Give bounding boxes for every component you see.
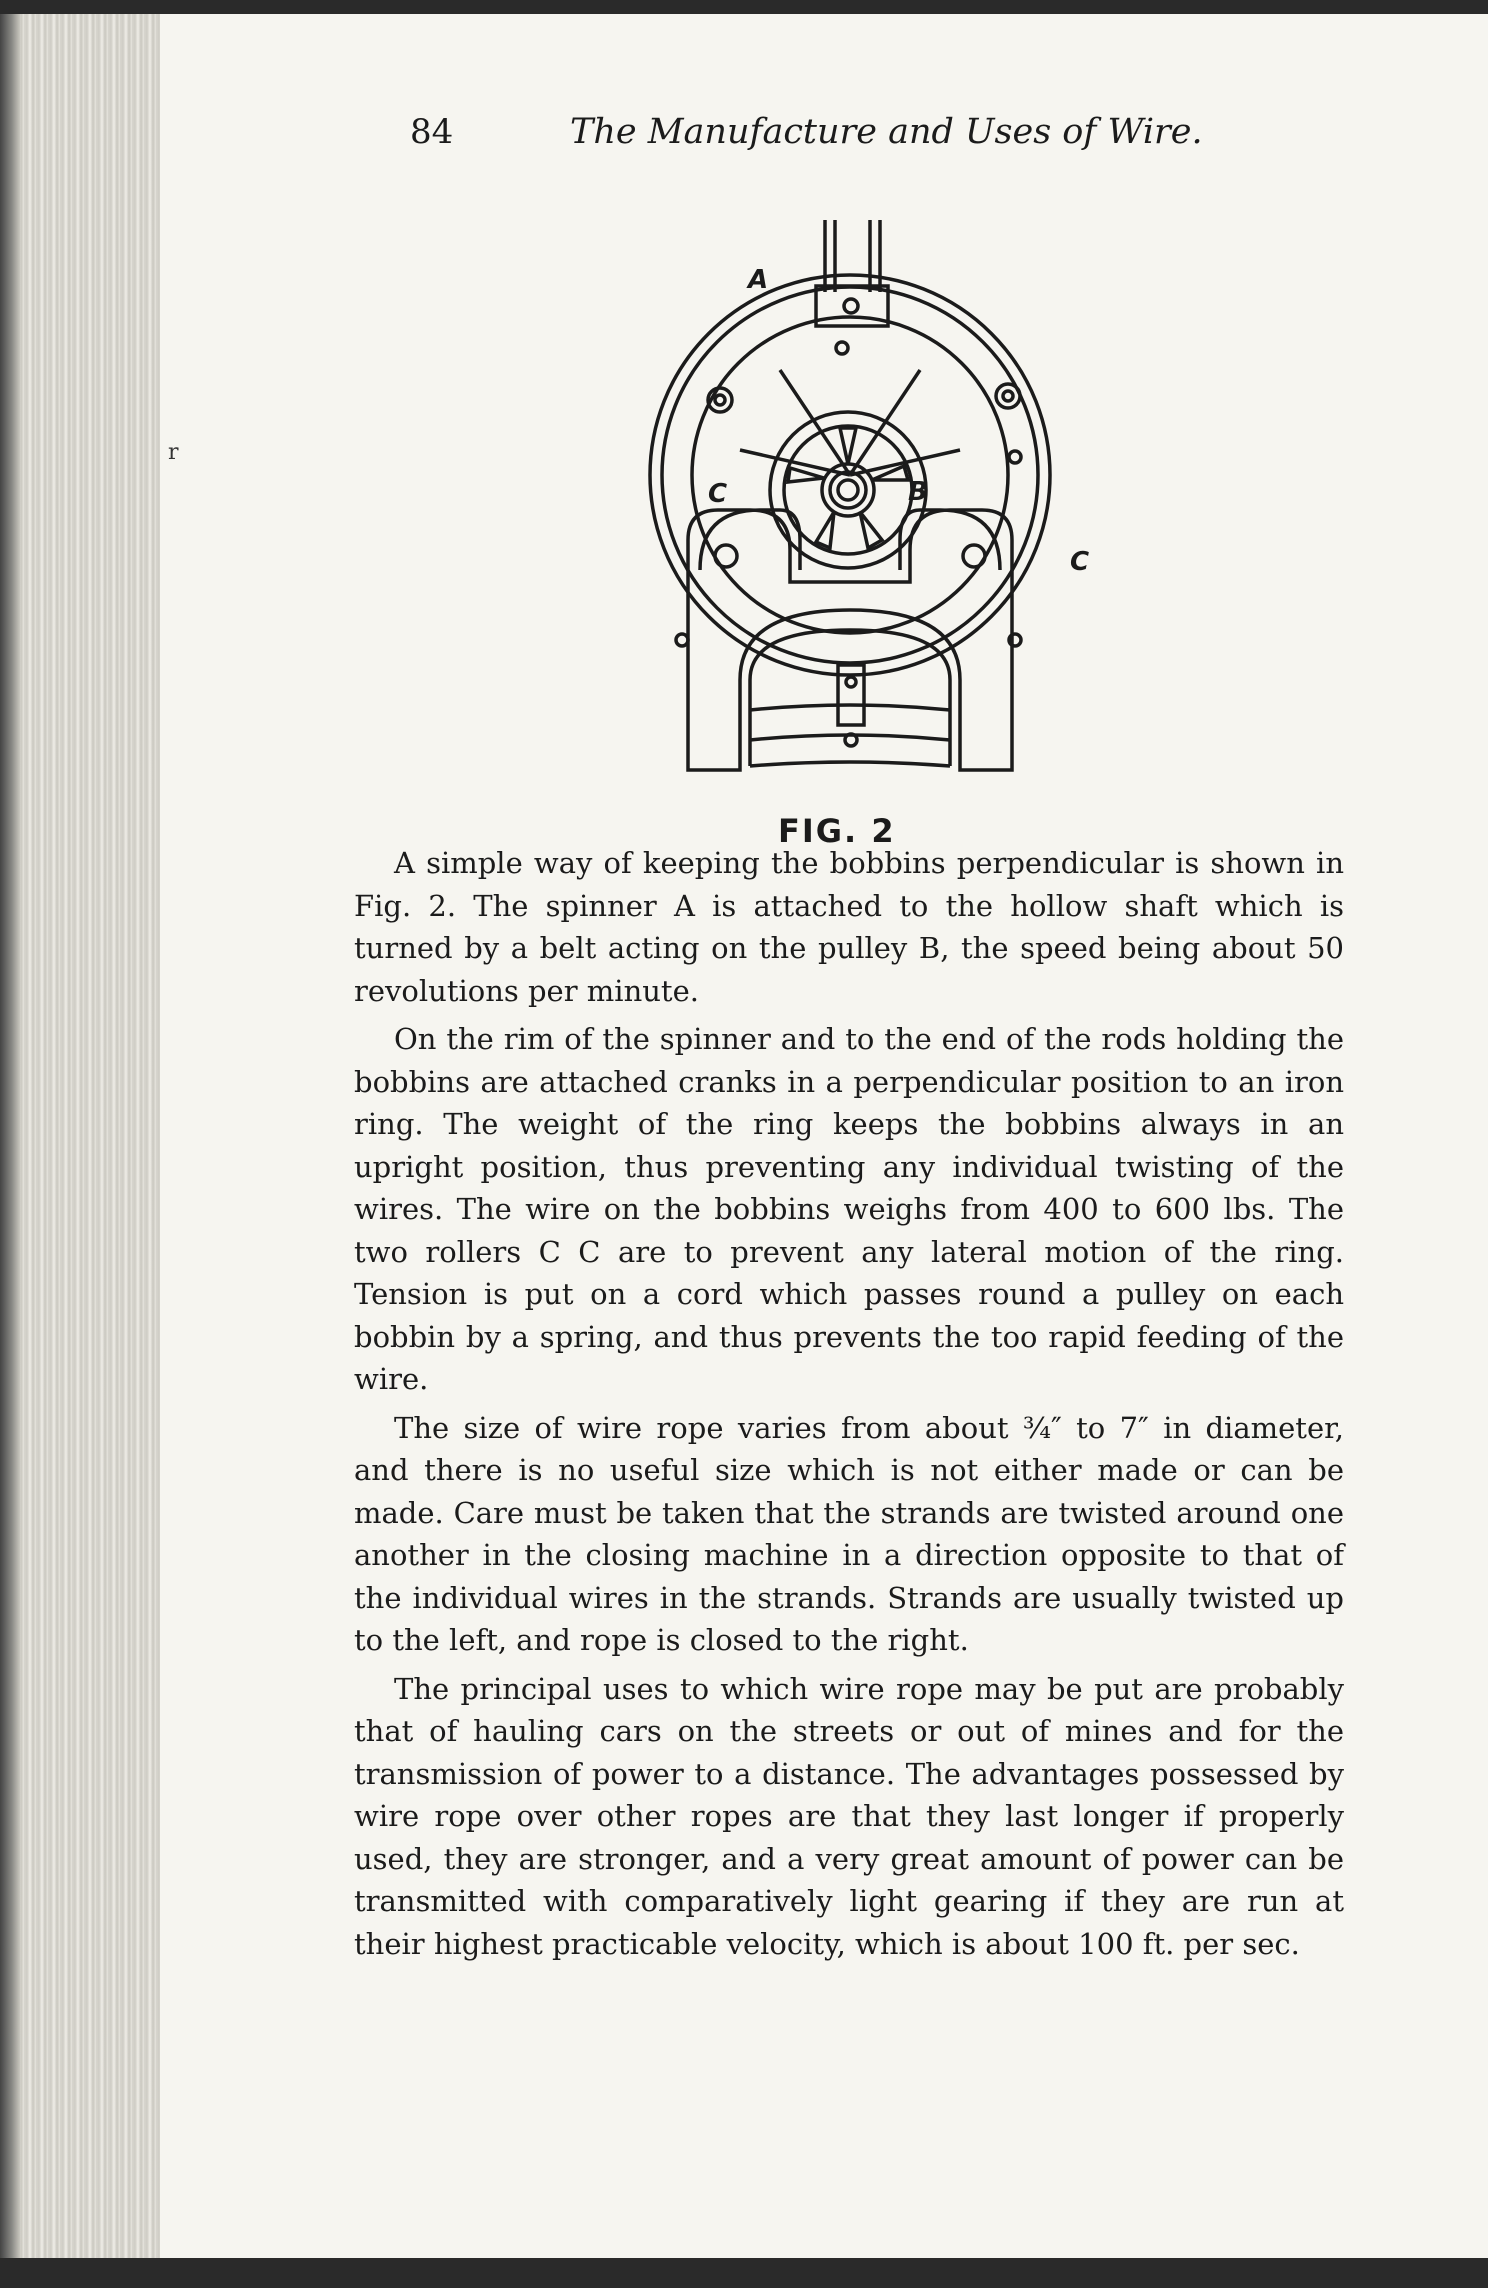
margin-mark: r: [168, 440, 179, 465]
scan-bottom-border: [0, 2258, 1488, 2288]
figure-label-c-left: C: [708, 479, 728, 509]
paragraph: A simple way of keeping the bobbins perpendicular is shown in Fig. 2. The spinner A is attached to the hollow shaft which is turned by a belt acting on the pulley B, the speed being about 50 revolutions per minute.: [354, 846, 1344, 1008]
running-title: The Manufacture and Uses of Wire.: [570, 112, 1203, 152]
body-text: [354, 842, 1344, 1971]
page-number: 84: [410, 112, 454, 152]
book-page-edges: [0, 14, 160, 2258]
figure-label-c-right: C: [1070, 547, 1090, 577]
book-spine-shadow: [0, 14, 20, 2258]
figure-label-a: A: [748, 265, 769, 295]
figure-caption: FIG. 2: [778, 812, 896, 850]
paragraph: The principal uses to which wire rope may be put are probably that of hauling cars on the streets or out of mines and for the transmission of power to a distance. The advantages possessed by wire rope over other ropes are that they last longer if properly used, they are stronger, and a very great amount of power can be transmitted with comparatively light gearing if they are run at their highest practicable velocity, which is about 100 ft. per sec.: [354, 1671, 1344, 1961]
scan-top-border: [0, 0, 1488, 14]
paragraph: On the rim of the spinner and to the end of the rods holding the bobbins are attached cranks in a perpendicular position to an iron ring. The weight of the ring keeps the bobbins always in an upright position, thus preventing any individual twisting of the wires. The wire on the bobbins weighs from 400 to 600 lbs. The two rollers C C are to prevent any lateral motion of the ring. Tension is put on a cord which passes round a pulley on each bobbin by a spring, and thus prevents the too rapid feeding of the wire.: [354, 1022, 1344, 1396]
spinner-machine-figure: [620, 210, 1140, 810]
figure-label-b: B: [908, 477, 928, 507]
paragraph: The size of wire rope varies from about ¾″ to 7″ in diameter, and there is no useful size which is not either made or can be made. Care must be taken that the strands are twisted around one another in the closing machine in a direction opposite to that of the individual wires in the strands. Strands are usually twisted up to the left, and rope is closed to the right.: [354, 1410, 1344, 1657]
